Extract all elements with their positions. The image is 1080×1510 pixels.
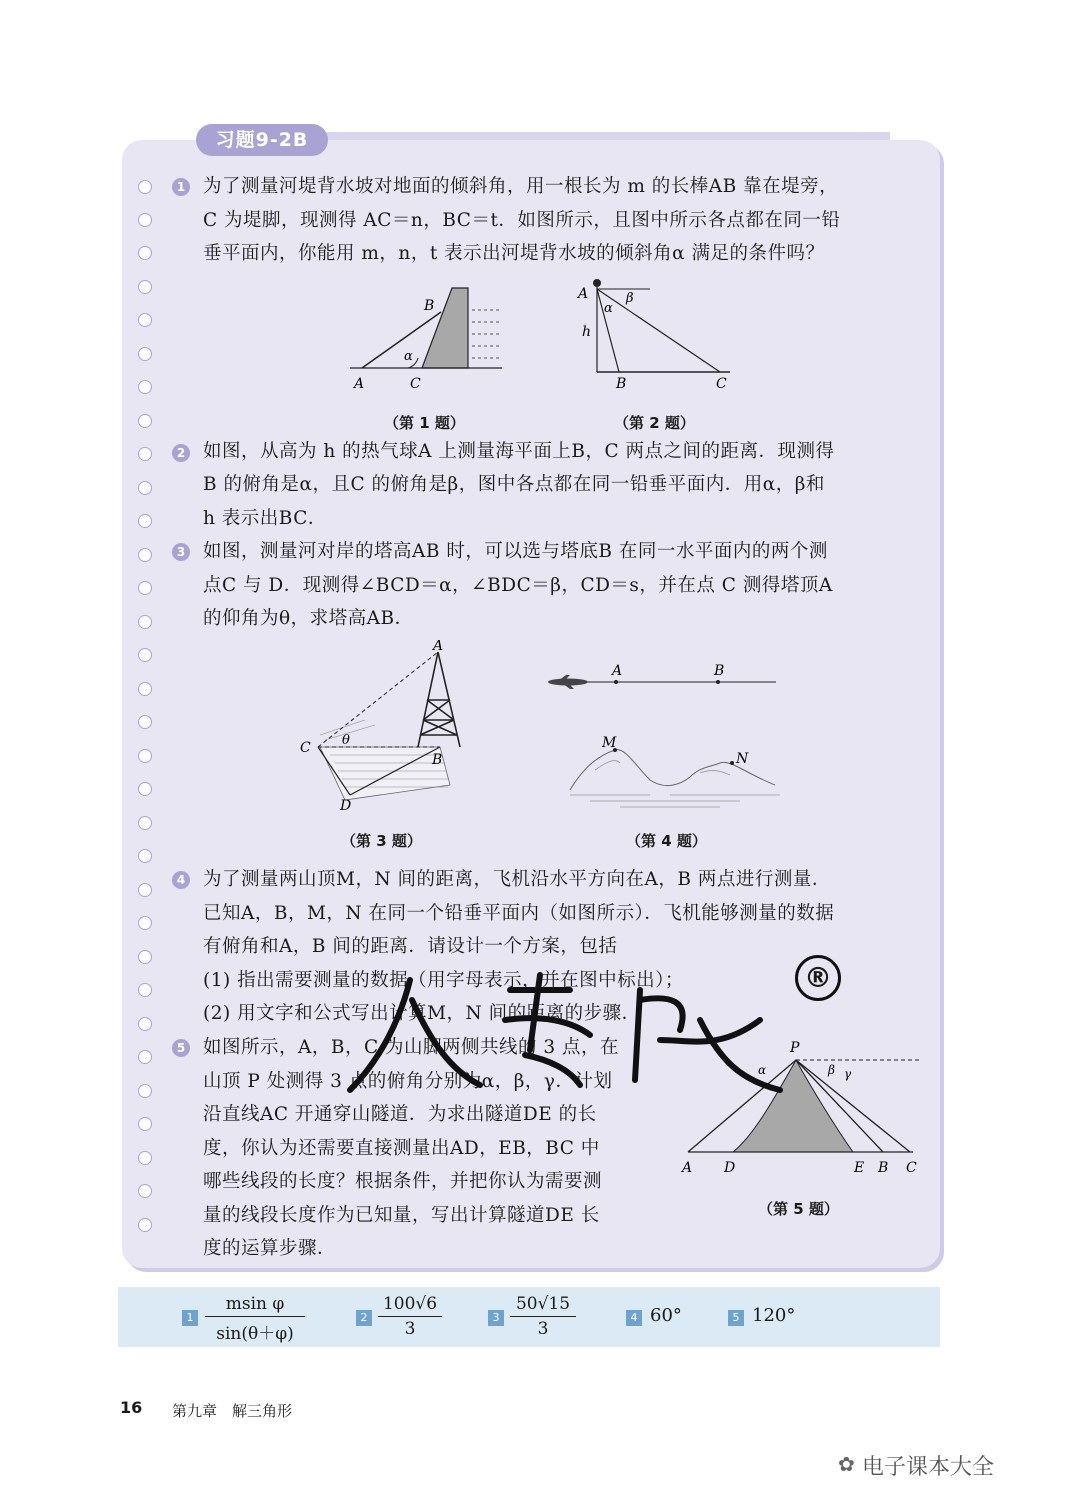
binder-hole: [138, 682, 152, 696]
binder-hole: [138, 548, 152, 562]
binder-hole: [138, 213, 152, 227]
answer-1-fraction: [205, 1294, 305, 1344]
problem-2-line: h 表示出BC．: [203, 508, 327, 529]
binder-hole: [138, 414, 152, 428]
fig4-label-M: M: [602, 735, 617, 751]
problem-number-2: 2: [172, 444, 190, 462]
watermark-brand: 电子课本大全: [862, 1455, 995, 1480]
fig2-label-B: B: [616, 376, 627, 392]
binder-hole: [138, 983, 152, 997]
binder-hole: [138, 180, 152, 194]
figure-2-caption: （第 2 题）: [614, 414, 695, 432]
problem-1-line: 为了测量河堤背水坡对地面的倾斜角，用一根长为 m 的长棒AB 靠在堤旁，: [203, 176, 839, 197]
problem-5-line: 如图所示，A，B，C 为山脚两侧共线的 3 点，在: [203, 1037, 620, 1058]
binder-hole: [138, 849, 152, 863]
binder-hole: [138, 313, 152, 327]
answer-index-1: 1: [182, 1310, 198, 1326]
fig5-label-alpha: α: [758, 1063, 767, 1077]
problem-4-line: 已知A，B，M，N 在同一个铅垂平面内（如图所示）．飞机能够测量的数据: [203, 903, 835, 924]
problem-5-line: 沿直线AC 开通穿山隧道．为求出隧道DE 的长: [203, 1104, 597, 1125]
answer-2-denominator: 3: [404, 1319, 416, 1339]
fig5-label-D: D: [724, 1160, 736, 1176]
binder-hole: [138, 514, 152, 528]
registered-mark: ®: [795, 955, 841, 1001]
fig5-label-C: C: [906, 1160, 917, 1176]
fig3-label-B: B: [432, 752, 443, 768]
binder-hole: [138, 1084, 152, 1098]
fig1-label-C: C: [410, 376, 421, 392]
fig2-label-A: A: [578, 286, 589, 302]
fig5-label-A: A: [682, 1160, 693, 1176]
problem-4-line: 为了测量两山顶M，N 间的距离，飞机沿水平方向在A，B 两点进行测量．: [203, 869, 831, 890]
fig2-label-beta: β: [626, 291, 634, 306]
answer-index-2: 2: [356, 1310, 372, 1326]
fig1-label-A: A: [354, 376, 365, 392]
binder-hole: [138, 1218, 152, 1232]
binder-hole: [138, 1050, 152, 1064]
answer-index-4: 4: [626, 1310, 642, 1326]
binder-hole: [138, 883, 152, 897]
problem-1-line: 垂平面内，你能用 m，n，t 表示出河堤背水坡的倾斜角α 满足的条件吗？: [203, 243, 825, 264]
answer-index-3: 3: [488, 1310, 504, 1326]
problem-number-5: 5: [172, 1039, 190, 1057]
problem-5-line: 哪些线段的长度？根据条件，并把你认为需要测: [203, 1171, 603, 1192]
binder-hole: [138, 1184, 152, 1198]
binder-hole: [138, 280, 152, 294]
figure-5-caption: （第 5 题）: [758, 1200, 839, 1218]
fig3-label-D: D: [340, 798, 352, 814]
binder-hole: [138, 481, 152, 495]
fig4-label-A: A: [612, 663, 623, 679]
fig2-label-h: h: [582, 324, 592, 340]
answer-2-fraction: [378, 1294, 442, 1339]
binder-hole: [138, 1117, 152, 1131]
figure-3-tower: [290, 640, 490, 820]
problem-number-1: 1: [172, 178, 190, 196]
problem-3-line: 如图，测量河对岸的塔高AB 时，可以选与塔底B 在同一水平面内的两个测: [203, 541, 828, 562]
fig1-label-alpha: α: [404, 349, 413, 364]
binder-hole: [138, 950, 152, 964]
problem-5-line: 山顶 P 处测得 3 点的俯角分别为α，β，γ．计划: [203, 1071, 613, 1092]
problem-5-line: 度，你认为还需要直接测量出AD，EB，BC 中: [203, 1138, 600, 1159]
problem-3-line: 点C 与 D．现测得∠BCD＝α，∠BDC＝β，CD＝s，并在点 C 测得塔顶A: [203, 575, 833, 596]
binder-hole: [138, 782, 152, 796]
binder-hole: [138, 916, 152, 930]
problem-1-line: C 为堤脚，现测得 AC＝n，BC＝t．如图所示，且图中所示各点都在同一铅: [203, 210, 841, 231]
fig1-label-B: B: [424, 298, 435, 314]
problem-4-line: (2) 用文字和公式写出计算M，N 间的距离的步骤．: [203, 1003, 641, 1024]
figure-4-mountains: [540, 655, 790, 815]
problem-number-3: 3: [172, 543, 190, 561]
binder-hole: [138, 615, 152, 629]
fig4-label-B: B: [714, 663, 725, 679]
binder-hole: [138, 749, 152, 763]
answer-4-text: 60°: [650, 1305, 682, 1326]
answer-3-fraction: [510, 1294, 576, 1339]
binder-hole: [138, 246, 152, 260]
problem-2-line: B 的俯角是α，且C 的俯角是β，图中各点都在同一铅垂平面内．用α，β和: [203, 474, 825, 495]
fig2-label-C: C: [716, 376, 727, 392]
binder-hole: [138, 380, 152, 394]
problem-4-line: 有俯角和A，B 间的距离．请设计一个方案，包括: [203, 936, 618, 957]
fig5-label-B: B: [878, 1160, 889, 1176]
figure-1-caption: （第 1 题）: [384, 414, 465, 432]
fig3-label-C: C: [300, 740, 311, 756]
problem-5-line: 度的运算步骤．: [203, 1238, 337, 1259]
publisher-calligraphy-watermark: [340, 960, 800, 1100]
fig4-label-N: N: [736, 751, 749, 767]
airplane-icon: [548, 675, 588, 689]
answer-5-text: 120°: [752, 1305, 796, 1326]
figure-2-balloon: [570, 274, 740, 399]
wechat-icon: ✿: [838, 1452, 855, 1476]
fig5-label-P: P: [790, 1040, 800, 1056]
binder-hole: [138, 447, 152, 461]
fig5-label-beta: β: [828, 1063, 835, 1077]
fig5-label-E: E: [854, 1160, 865, 1176]
binder-hole: [138, 347, 152, 361]
answer-1-denominator: sin(θ＋φ): [216, 1324, 294, 1344]
binder-hole: [138, 1151, 152, 1165]
answer-3-denominator: 3: [537, 1319, 549, 1339]
answer-1-numerator: msin φ: [205, 1294, 305, 1317]
binder-hole: [138, 581, 152, 595]
problem-5-line: 量的线段长度作为已知量，写出计算隧道DE 长: [203, 1205, 600, 1226]
answer-2-numerator: 100√6: [378, 1294, 442, 1317]
fig3-label-A: A: [433, 640, 444, 654]
problem-4-line: (1) 指出需要测量的数据（用字母表示，并在图中标出）；: [203, 970, 684, 991]
chapter-title: 第九章 解三角形: [172, 1402, 293, 1420]
fig3-label-theta: θ: [342, 733, 350, 748]
problem-2-line: 如图，从高为 h 的热气球A 上测量海平面上B，C 两点之间的距离．现测得: [203, 441, 835, 462]
section-tab: 习题9-2B: [196, 124, 328, 156]
binder-hole: [138, 816, 152, 830]
problem-3-line: 的仰角为θ，求塔高AB．: [203, 608, 414, 629]
figure-1-dike: [340, 280, 510, 395]
binder-hole: [138, 1017, 152, 1031]
figure-3-caption: （第 3 题）: [341, 832, 422, 850]
binder-hole: [138, 648, 152, 662]
problem-number-4: 4: [172, 871, 190, 889]
answer-3-numerator: 50√15: [510, 1294, 576, 1317]
binder-hole: [138, 715, 152, 729]
page-number: 16: [120, 1398, 143, 1417]
fig5-label-gamma: γ: [844, 1067, 852, 1081]
fig2-label-alpha: α: [604, 301, 613, 316]
figure-4-caption: （第 4 题）: [626, 832, 707, 850]
answer-index-5: 5: [728, 1310, 744, 1326]
